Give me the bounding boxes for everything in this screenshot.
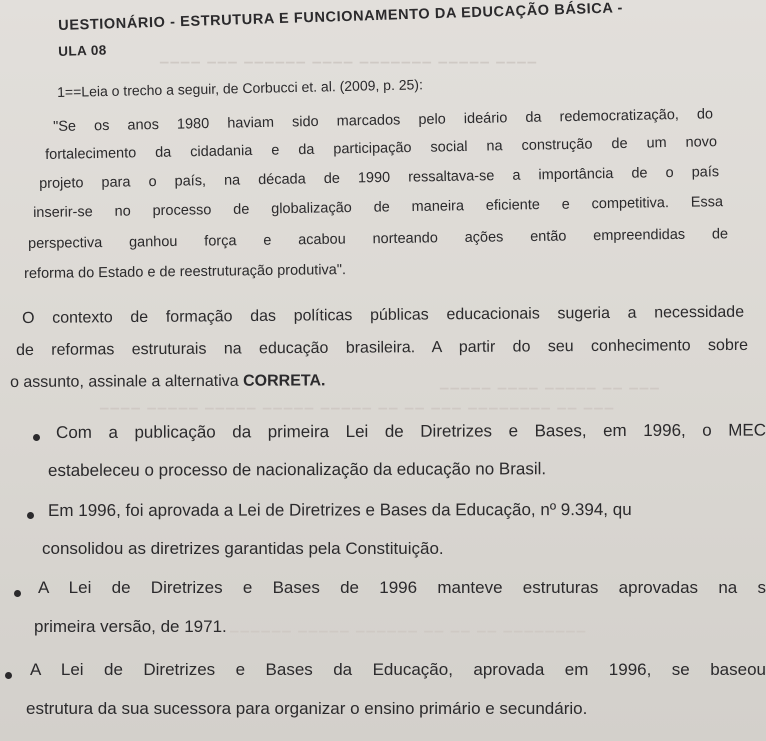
question-intro: 1==Leia o trecho a seguir, de Corbucci et. al. (2009, p. 25):: [57, 76, 424, 100]
option-4-line-1[interactable]: A Lei de Diretrizes e Bases da Educação, aprovada em 1996, se baseou: [30, 660, 766, 679]
option-2-line-1[interactable]: Em 1996, foi aprovada a Lei de Diretrizes e Bases da Educação, nº 9.394, qu: [48, 499, 632, 520]
quote-line: "Se os anos 1980 haviam sido marcados pelo ideário da redemocratização, do: [53, 106, 714, 135]
bleed-through-decoration: ▔▔▔▔ ▔▔▔▔▔ ▔▔▔▔▔ ▔▔▔▔▔ ▔▔▔▔▔ ▔▔ ▔▔ ▔▔▔ ▔▔▔▔▔▔▔▔ ▔▔ ▔▔▔: [100, 408, 616, 421]
option-bullet: [5, 672, 12, 679]
option-bullet: [33, 434, 40, 441]
quote-line: fortalecimento da cidadania e da participação social na construção de um novo: [45, 134, 718, 163]
option-1-line-2[interactable]: estabeleceu o processo de nacionalização da educação no Brasil.: [48, 459, 547, 480]
option-3-line-2[interactable]: primeira versão, de 1971.: [34, 617, 227, 636]
bleed-through-decoration: ▔▔▔▔▔ ▔▔▔▔ ▔▔▔▔▔ ▔▔ ▔▔▔: [440, 388, 661, 401]
question-prompt-line: O contexto de formação das políticas públicas educacionais sugeria a necessidade: [22, 303, 745, 327]
quote-line: perspectiva ganhou força e acabou norteando ações então empreendidas de: [28, 226, 729, 252]
question-prompt-emphasis: CORRETA.: [243, 372, 326, 390]
option-2-line-2[interactable]: consolidou as diretrizes garantidas pela Constituição.: [42, 539, 444, 558]
lesson-label: ULA 08: [58, 42, 107, 59]
option-bullet: [27, 512, 34, 519]
option-bullet: [14, 590, 21, 597]
quote-line: inserir-se no processo de globalização de maneira eficiente e competitiva. Essa: [33, 194, 724, 221]
quote-line: projeto para o país, na década de 1990 ressaltava-se a importância de o país: [39, 164, 720, 192]
option-4-line-2[interactable]: estrutura da sua sucessora para organizar o ensino primário e secundário.: [26, 699, 588, 718]
bleed-through-decoration: ▔▔▔▔▔▔ ▔▔▔▔▔ ▔▔▔▔▔▔ ▔▔ ▔▔ ▔▔ ▔▔▔▔▔▔▔▔: [230, 631, 588, 644]
option-1-line-1[interactable]: Com a publicação da primeira Lei de Diretrizes e Bases, em 1996, o MEC: [56, 420, 766, 442]
quote-line: reforma do Estado e de reestruturação produtiva".: [24, 262, 347, 282]
bleed-through-decoration: ▔▔▔▔ ▔▔▔ ▔▔▔▔▔▔ ▔▔▔▔ ▔▔▔▔▔▔▔ ▔▔▔▔▔ ▔▔▔▔: [160, 62, 539, 75]
option-3-line-1[interactable]: A Lei de Diretrizes e Bases de 1996 manteve estruturas aprovadas na s: [38, 578, 766, 597]
question-prompt-line: [10, 372, 325, 392]
document-header-title: UESTIONÁRIO - ESTRUTURA E FUNCIONAMENTO DA EDUCAÇÃO BÁSICA -: [58, 0, 624, 34]
question-prompt-line: de reformas estruturais na educação brasileira. A partir do seu conhecimento sobre: [16, 336, 749, 359]
question-prompt-text: o assunto, assinale a alternativa: [10, 372, 244, 391]
